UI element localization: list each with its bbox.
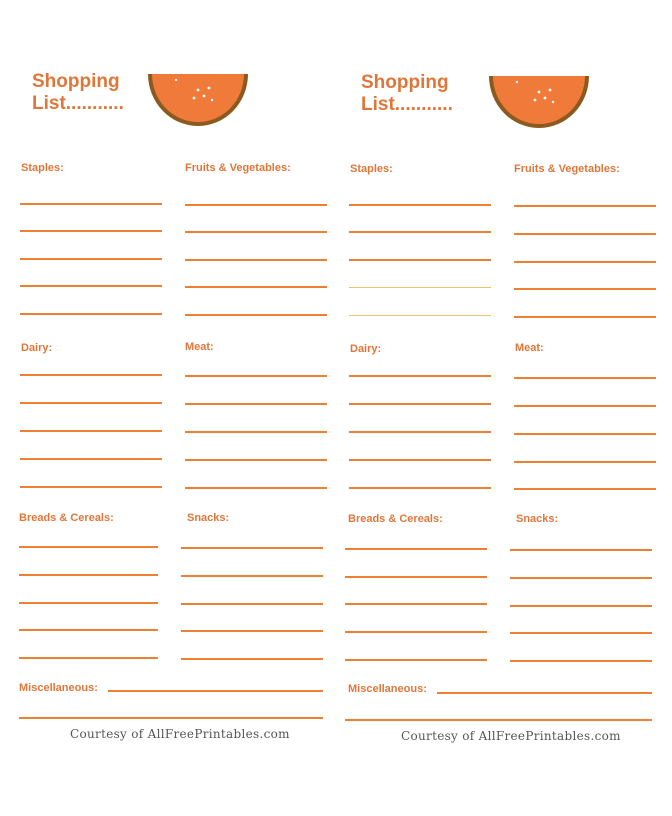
title-line-1: Shopping [361, 72, 449, 93]
snacks-label: Snacks: [516, 513, 559, 525]
snacks-line[interactable] [510, 660, 652, 662]
meat-line[interactable] [514, 433, 656, 435]
fruits-vegetables-line[interactable] [514, 316, 656, 318]
meat-line[interactable] [514, 377, 656, 379]
breads-cereals-line[interactable] [345, 603, 487, 605]
snacks-line[interactable] [510, 577, 652, 579]
staples-line[interactable] [349, 287, 491, 288]
list-title [32, 71, 124, 115]
shopping-list-left [4, 0, 334, 816]
snacks-line[interactable] [181, 547, 323, 549]
staples-line[interactable] [20, 203, 162, 205]
fruits-vegetables-line[interactable] [514, 233, 656, 235]
snacks-label: Snacks: [187, 512, 230, 524]
courtesy-footer: Courtesy of AllFreePrintables.com [70, 727, 290, 741]
dairy-label: Dairy: [350, 343, 382, 355]
fruits-vegetables-label: Fruits & Vegetables: [185, 162, 291, 174]
snacks-line[interactable] [510, 632, 652, 634]
miscellaneous-label: Miscellaneous: [348, 683, 427, 695]
staples-line[interactable] [349, 259, 491, 261]
breads-cereals-label: Breads & Cereals: [19, 512, 114, 524]
miscellaneous-line[interactable] [108, 690, 323, 692]
staples-line[interactable] [20, 230, 162, 232]
dairy-line[interactable] [349, 431, 491, 433]
meat-line[interactable] [185, 487, 327, 489]
melon-slice-icon [146, 72, 250, 128]
staples-line[interactable] [20, 258, 162, 260]
fruits-vegetables-label: Fruits & Vegetables: [514, 163, 620, 175]
fruits-vegetables-line[interactable] [514, 261, 656, 263]
breads-cereals-label: Breads & Cereals: [348, 513, 443, 525]
staples-line[interactable] [20, 313, 162, 315]
dairy-line[interactable] [349, 487, 491, 489]
staples-line[interactable] [349, 315, 491, 316]
breads-cereals-line[interactable] [19, 657, 158, 659]
dairy-line[interactable] [349, 375, 491, 377]
miscellaneous-line[interactable] [345, 719, 652, 721]
miscellaneous-line[interactable] [437, 692, 652, 694]
meat-line[interactable] [185, 375, 327, 377]
snacks-line[interactable] [510, 549, 652, 551]
meat-label: Meat: [515, 342, 544, 354]
melon-slice-icon [487, 74, 591, 130]
staples-line[interactable] [349, 204, 491, 206]
miscellaneous-line[interactable] [19, 717, 323, 719]
title-line-2: List........... [361, 94, 453, 115]
breads-cereals-line[interactable] [19, 629, 158, 631]
dairy-line[interactable] [20, 430, 162, 432]
dairy-line[interactable] [349, 403, 491, 405]
breads-cereals-line[interactable] [345, 631, 487, 633]
dairy-line[interactable] [20, 374, 162, 376]
fruits-vegetables-line[interactable] [185, 231, 327, 233]
snacks-line[interactable] [510, 605, 652, 607]
breads-cereals-line[interactable] [19, 574, 158, 576]
snacks-line[interactable] [181, 603, 323, 605]
breads-cereals-line[interactable] [19, 546, 158, 548]
fruits-vegetables-line[interactable] [514, 205, 656, 207]
meat-line[interactable] [514, 405, 656, 407]
dairy-line[interactable] [20, 402, 162, 404]
meat-label: Meat: [185, 341, 214, 353]
breads-cereals-line[interactable] [345, 576, 487, 578]
snacks-line[interactable] [181, 575, 323, 577]
staples-line[interactable] [349, 231, 491, 233]
courtesy-footer: Courtesy of AllFreePrintables.com [401, 729, 621, 743]
fruits-vegetables-line[interactable] [185, 286, 327, 288]
fruits-vegetables-line[interactable] [514, 288, 656, 290]
dairy-label: Dairy: [21, 342, 53, 354]
miscellaneous-label: Miscellaneous: [19, 682, 98, 694]
breads-cereals-line[interactable] [19, 602, 158, 604]
title-line-1: Shopping [32, 71, 120, 92]
title-line-2: List........... [32, 93, 124, 114]
snacks-line[interactable] [181, 658, 323, 660]
meat-line[interactable] [185, 459, 327, 461]
staples-line[interactable] [20, 285, 162, 287]
fruits-vegetables-line[interactable] [185, 314, 327, 316]
fruits-vegetables-line[interactable] [185, 204, 327, 206]
dairy-line[interactable] [349, 459, 491, 461]
meat-line[interactable] [514, 488, 656, 490]
snacks-line[interactable] [181, 630, 323, 632]
breads-cereals-line[interactable] [345, 548, 487, 550]
meat-line[interactable] [185, 431, 327, 433]
meat-line[interactable] [185, 403, 327, 405]
shopping-list-right [333, 0, 663, 816]
breads-cereals-line[interactable] [345, 659, 487, 661]
dairy-line[interactable] [20, 486, 162, 488]
fruits-vegetables-line[interactable] [185, 259, 327, 261]
list-title [361, 72, 453, 116]
meat-line[interactable] [514, 461, 656, 463]
staples-label: Staples: [21, 162, 64, 174]
dairy-line[interactable] [20, 458, 162, 460]
staples-label: Staples: [350, 163, 393, 175]
